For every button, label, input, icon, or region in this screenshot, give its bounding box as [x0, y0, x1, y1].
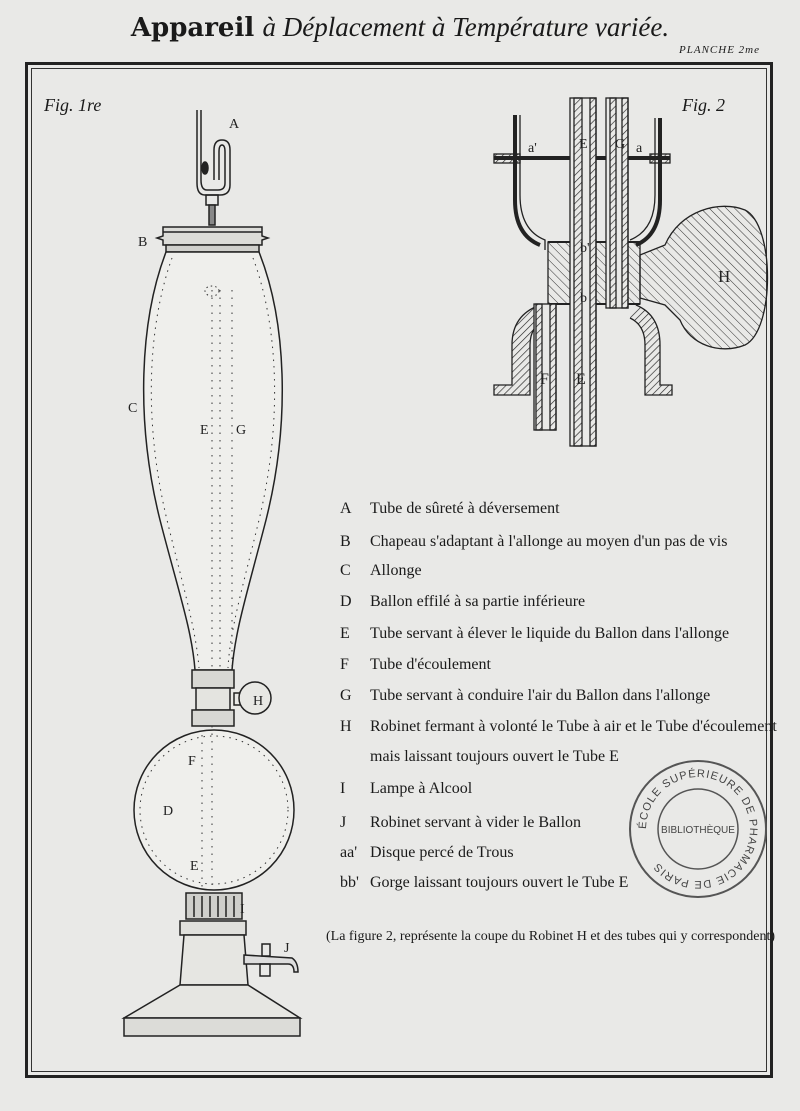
figure-note: (La figure 2, représente la coupe du Robinet H et des tubes qui y correspondent): [326, 929, 776, 944]
fig2-label-a-prime: a': [528, 141, 537, 156]
legend-text: Disque percé de Trous: [370, 844, 514, 861]
title-bold: Appareil: [130, 13, 255, 43]
legend-text: mais laissant toujours ouvert le Tube E: [370, 748, 619, 765]
cap-b: [157, 227, 268, 252]
fig1-label-f: F: [188, 754, 196, 769]
stamp-center-text: BIBLIOTHÈQUE: [661, 825, 735, 836]
legend-key: H: [340, 718, 352, 735]
figure-2-label: Fig. 2: [682, 95, 725, 115]
library-stamp: [626, 757, 770, 901]
fig2-label-f: F: [540, 371, 549, 388]
legend-key: F: [340, 656, 349, 673]
fig1-label-e: E: [200, 423, 209, 438]
fig1-label-d: D: [163, 804, 174, 819]
legend-key: A: [340, 500, 352, 517]
fig2-label-b-prime: b': [580, 241, 590, 256]
fig1-label-c: C: [128, 401, 138, 416]
fig2-label-g: G: [615, 137, 626, 152]
legend-key: C: [340, 562, 351, 579]
ballon-d: [134, 730, 294, 890]
fig1-label-i: I: [240, 902, 245, 917]
legend-text: Tube de sûreté à déversement: [370, 500, 560, 517]
legend-key: J: [340, 814, 347, 831]
legend-text: Chapeau s'adaptant à l'allonge au moyen d'un pas de vis: [370, 533, 728, 550]
fig2-label-a: a: [636, 141, 643, 156]
legend-key: G: [340, 687, 352, 704]
legend-text: Tube d'écoulement: [370, 656, 491, 673]
legend-key: bb': [340, 874, 359, 891]
legend-text: Tube servant à élever le liquide du Ballon dans l'allonge: [370, 625, 730, 642]
legend-text: Gorge laissant toujours ouvert le Tube E: [370, 874, 629, 891]
fig1-label-j: J: [284, 941, 290, 956]
robinet-j: [244, 944, 298, 976]
legend-text: Robinet fermant à volonté le Tube à air et le Tube d'écoulement: [370, 718, 777, 735]
fig1-label-e2: E: [190, 859, 199, 874]
fig2-label-h: H: [718, 267, 731, 286]
figure-1-apparatus: [124, 110, 300, 1036]
stamp-ring-text: ÉCOLE SUPÉRIEURE DE PHARMACIE DE PARIS: [636, 767, 760, 891]
title-rest: à Déplacement à Température variée.: [262, 12, 670, 42]
legend-text: Robinet servant à vider le Ballon: [370, 814, 582, 831]
safety-tube-a: [197, 110, 230, 225]
fig1-label-h: H: [253, 694, 264, 709]
plate-number: PLANCHE 2me: [679, 44, 760, 56]
fig1-label-a: A: [229, 117, 240, 132]
figure-1-label: Fig. 1re: [44, 95, 102, 115]
fig2-label-b: b: [580, 291, 587, 306]
legend-key: E: [340, 625, 350, 642]
legend-key: D: [340, 593, 352, 610]
fig1-label-b: B: [138, 235, 148, 250]
robinet-h-handle: [640, 206, 768, 349]
legend-key: I: [340, 780, 346, 797]
legend-key: B: [340, 533, 351, 550]
fig1-label-g: G: [236, 423, 247, 438]
legend-key: aa': [340, 844, 358, 861]
fig2-label-e2: E: [576, 371, 586, 388]
allonge-c: [144, 252, 283, 670]
fig2-label-e: E: [579, 137, 588, 152]
legend-text: Ballon effilé à sa partie inférieure: [370, 593, 586, 610]
legend-text: Tube servant à conduire l'air du Ballon dans l'allonge: [370, 687, 711, 704]
legend-text: Allonge: [370, 562, 422, 579]
legend-text: Lampe à Alcool: [370, 780, 473, 797]
